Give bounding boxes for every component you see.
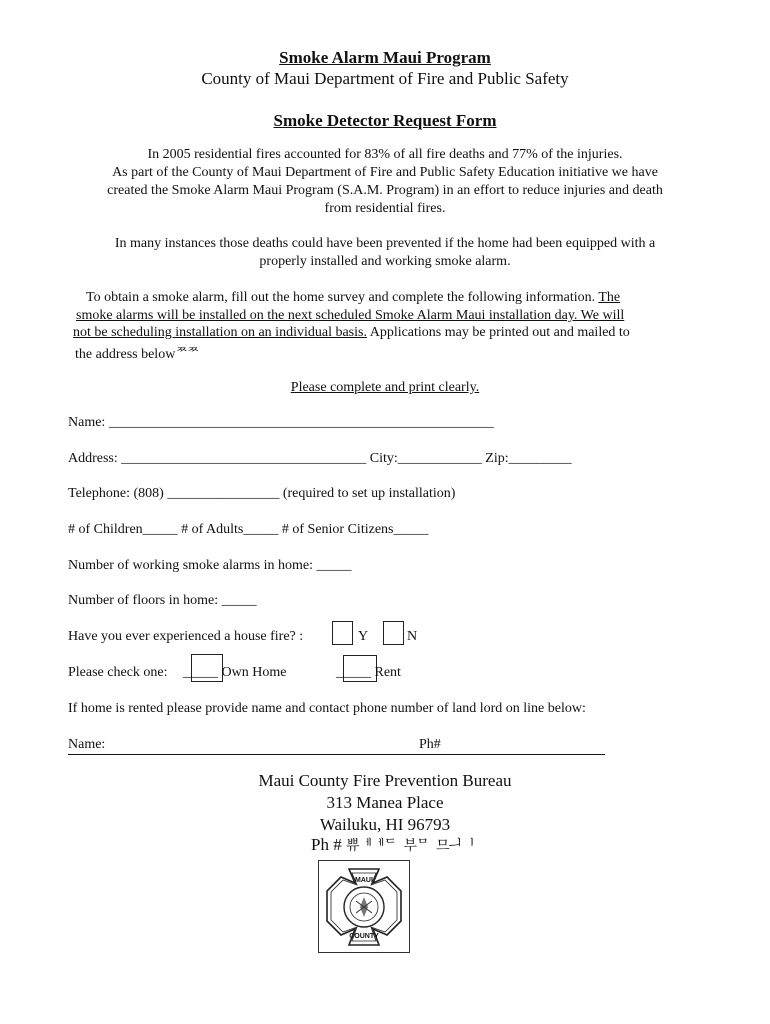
check-one-label: Please check one: (68, 665, 168, 680)
bureau-name: Maui County Fire Prevention Bureau (258, 771, 512, 790)
intro-p2-line2: properly installed and working smoke alarm. (259, 254, 511, 269)
fire-badge-icon (319, 861, 409, 952)
intro-p3-line3 (73, 325, 630, 341)
name-field[interactable]: Name: _______________________________________________________ (68, 415, 494, 430)
landlord-note: If home is rented please provide name and contact phone number of land lord on line below: (68, 701, 586, 716)
address-field[interactable]: Address: ___________________________________ City:____________ Zip:_________ (68, 451, 572, 466)
intro-p3-line3-text: Applications may be printed out and mailed to (369, 325, 630, 340)
landlord-line[interactable] (68, 737, 605, 755)
fire-yes-checkbox[interactable] (332, 621, 353, 645)
house-fire-question: Have you ever experienced a house fire? : (68, 629, 304, 644)
garbled-glyphs: ᄍᄍ (175, 347, 199, 362)
landlord-phone-label: Ph# (419, 737, 441, 752)
intro-p3-line4 (75, 343, 198, 363)
program-title: Smoke Alarm Maui Program (279, 48, 491, 67)
form-title: Smoke Detector Request Form (273, 111, 497, 130)
fire-no-checkbox[interactable] (383, 621, 404, 645)
maui-county-fire-logo (318, 860, 410, 953)
smoke-alarms-count-field[interactable]: Number of working smoke alarms in home: _____ (68, 558, 352, 573)
own-home-label: _____ Own Home (183, 665, 287, 680)
logo-bottom-text: COUNTY (349, 933, 379, 940)
please-print-clearly: Please complete and print clearly. (290, 380, 480, 395)
fire-no-label: N (407, 629, 418, 644)
intro-p3-line1-underlined: The (598, 290, 621, 305)
intro-p3-line4-text: the address below (75, 347, 176, 362)
intro-p1-line4: from residential fires. (324, 201, 446, 216)
fire-yes-label: Y (358, 629, 369, 644)
intro-p3-line1-text: To obtain a smoke alarm, fill out the home survey and complete the following information. (86, 290, 596, 305)
landlord-name-label: Name: (68, 737, 106, 752)
telephone-field[interactable]: Telephone: (808) ________________ (required to set up installation) (68, 486, 456, 501)
bureau-city: Wailuku, HI 96793 (319, 815, 451, 834)
intro-p1-line3: created the Smoke Alarm Maui Program (S.A.M. Program) in an effort to reduce injuries and death (107, 183, 663, 198)
intro-p3-line2: smoke alarms will be installed on the next scheduled Smoke Alarm Maui installation day. We will (76, 308, 625, 323)
intro-p1-line1: In 2005 residential fires accounted for 83% of all fire deaths and 77% of the injuries. (147, 147, 623, 162)
household-counts-field[interactable]: # of Children_____ # of Adults_____ # of Senior Citizens_____ (68, 522, 429, 537)
intro-p1-line2: As part of the County of Maui Department of Fire and Public Safety Education initiative we have (112, 165, 658, 180)
bureau-phone-label: Ph # (311, 835, 342, 854)
intro-p3-line3-underlined: not be scheduling installation on an individual basis. (73, 325, 367, 340)
department-subtitle: County of Maui Department of Fire and Public Safety (201, 69, 569, 88)
intro-p2-line1: In many instances those deaths could have been prevented if the home had been equipped with a (114, 236, 656, 251)
intro-p3-line1 (86, 290, 620, 306)
bureau-phone (311, 835, 474, 855)
logo-top-text: MAUI (355, 877, 373, 884)
rent-label: _____ Rent (336, 665, 401, 680)
bureau-phone-glyphs: 쀼ᅦᅦᄃ 부ᄆ 므ᅴᅵ (345, 838, 474, 854)
floors-count-field[interactable]: Number of floors in home: _____ (68, 593, 257, 608)
bureau-street: 313 Manea Place (326, 793, 444, 812)
